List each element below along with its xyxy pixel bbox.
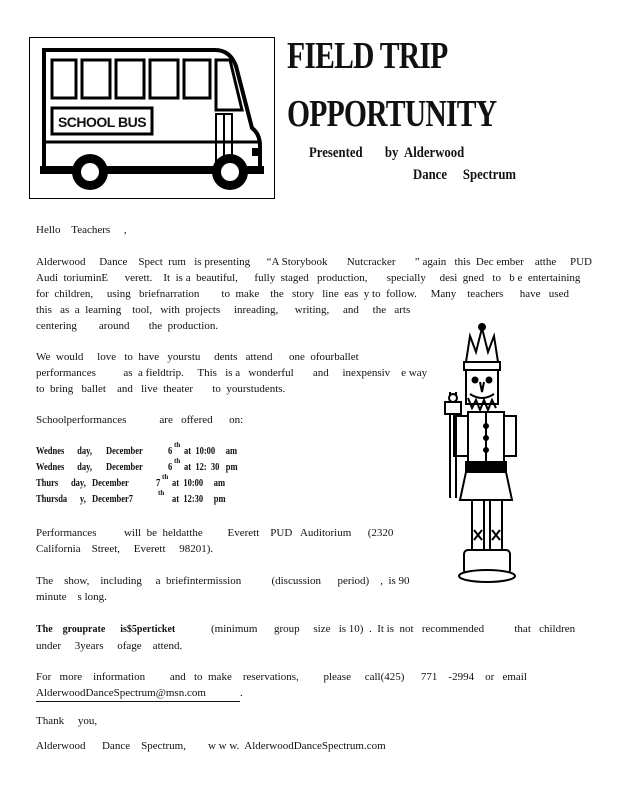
schedule-time: at 10:00 am	[184, 446, 238, 457]
schedule-time: at 10:00 am	[172, 478, 226, 489]
schedule-row	[36, 441, 296, 460]
page-title-line2: OPPORTUNITY	[287, 93, 497, 135]
period: .	[240, 687, 243, 699]
schedule-time: at 12:30 pm	[172, 494, 226, 505]
schedule-date: 6	[168, 446, 173, 457]
presented-org: Dance Spectrum	[413, 167, 517, 183]
schedule-suffix: th	[162, 473, 169, 481]
schedule-date: 7	[156, 478, 161, 489]
text-line: performances as a fieldtrip. This is a wonderful and inexpensiv e way	[36, 367, 428, 379]
presented-by: Presented by Alderwood	[309, 145, 465, 161]
greeting: Hello Teachers ,	[36, 224, 127, 236]
offered-heading: Schoolperformances are offered on:	[36, 414, 244, 426]
schedule-day: Wednes day,	[36, 446, 92, 457]
text-line: under 3years ofage attend.	[36, 640, 183, 652]
schedule-row	[36, 473, 296, 492]
schedule-suffix: th	[174, 441, 181, 449]
text-line: this as a learning tool, with projects inreading, writing, and the arts	[36, 304, 411, 316]
schedule-day: Wednes day,	[36, 462, 92, 473]
nutcracker-icon	[432, 322, 534, 588]
schedule-row	[36, 489, 296, 508]
schedule-day: Thurs day,	[36, 478, 86, 489]
schedule-month: December	[92, 478, 129, 489]
paragraph-invite	[36, 349, 427, 397]
group-rate: The grouprate is$5perticket	[36, 624, 176, 635]
schedule-month: December	[106, 446, 143, 457]
text-line	[36, 621, 575, 638]
paragraph-show	[36, 573, 410, 605]
text-line: We would love to have yourstu dents attend one ofourballet	[36, 351, 359, 363]
text-line: California Street, Everett 98201).	[36, 543, 214, 555]
schedule-time: at 12: 30 pm	[184, 462, 238, 473]
schedule-day: Thursda y,	[36, 494, 86, 505]
text-line: minute s long.	[36, 591, 107, 603]
schedule-date: 6	[168, 462, 173, 473]
schedule-list	[36, 441, 296, 508]
text-line: for children, using briefnarration to make the story line eas y to follow. Many teachers have used	[36, 288, 569, 300]
text-line	[36, 685, 527, 702]
closing-thanks: Thank you,	[36, 715, 98, 727]
nutcracker-image	[432, 322, 534, 588]
schedule-suffix: th	[158, 489, 165, 497]
schedule-month: December	[106, 462, 143, 473]
email-link[interactable]: AlderwoodDanceSpectrum@msn.com	[36, 685, 240, 702]
schedule-suffix: th	[174, 457, 181, 465]
text-line: The show, including a briefintermission (discussion period) , is 90	[36, 575, 410, 587]
rate-details: (minimum group size is 10) . It is not recommended that children	[175, 623, 576, 635]
paragraph-rate	[36, 621, 575, 654]
bus-sign-text: SCHOOL BUS	[57, 114, 147, 130]
text-line: Alderwood Dance Spect rum is presenting “A Storybook Nutcracker ” again this Dec ember atthe PUD	[36, 256, 592, 268]
schedule-month: December7	[92, 494, 134, 505]
school-bus-image	[29, 37, 275, 199]
text-line: For more information and to make reservations, please call(425) 771 -2994 or email	[36, 671, 527, 683]
text-line: centering around the production.	[36, 320, 219, 332]
signoff: Alderwood Dance Spectrum, w w w. AlderwoodDanceSpectrum.com	[36, 740, 386, 752]
text-line: Performances will be heldatthe Everett PUD Auditorium (2320	[36, 527, 394, 539]
page-title-line1: FIELD TRIP	[287, 35, 448, 77]
text-line: to bring ballet and live theater to yourstudents.	[36, 383, 286, 395]
paragraph-contact	[36, 669, 527, 702]
paragraph-venue	[36, 525, 393, 557]
text-line: Audi toriuminE verett. It is a beautiful, fully staged production, specially desi gned to b e entertaining	[36, 272, 581, 284]
